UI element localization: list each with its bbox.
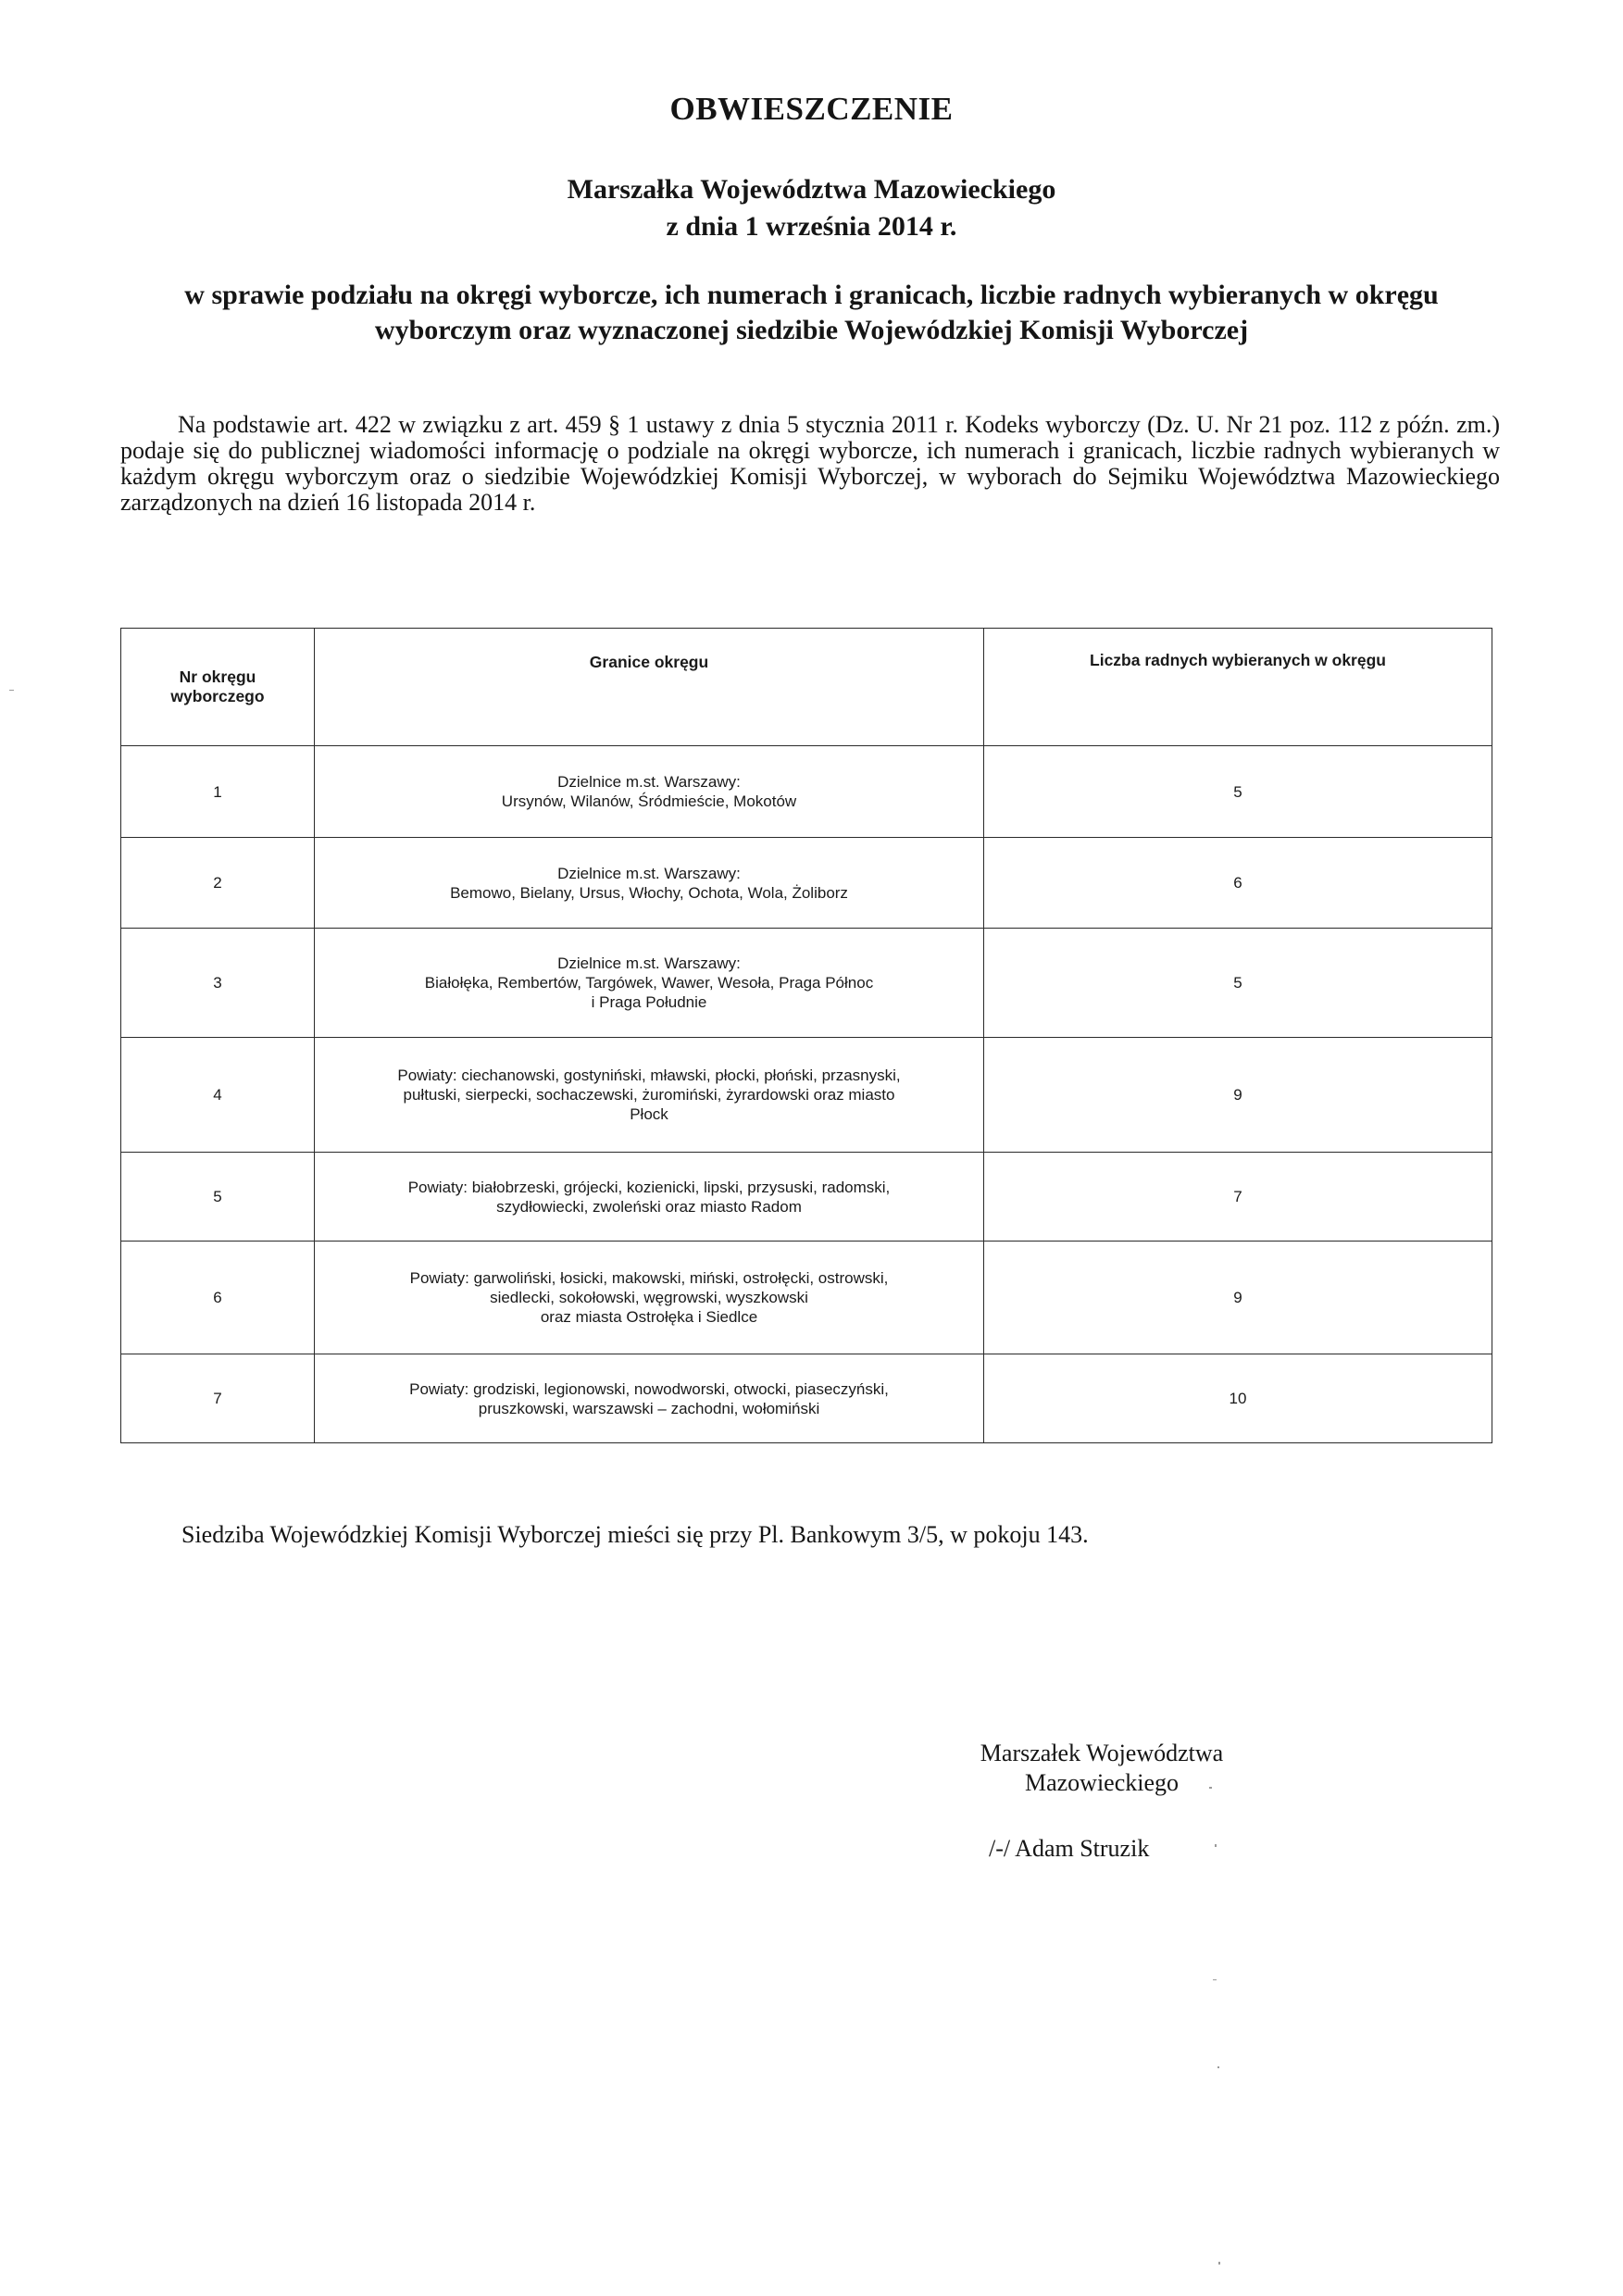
boundaries-text: Dzielnice m.st. Warszawy: Ursynów, Wilanów, Śródmieście, Mokotów: [501, 773, 797, 810]
header-councillors: Liczba radnych wybieranych w okręgu: [984, 629, 1492, 746]
scan-speck: [1213, 1979, 1217, 1980]
signatory-role-region: Mazowieckiego: [1024, 1769, 1180, 1796]
district-boundaries: [315, 929, 984, 1038]
scan-speck: [1218, 2262, 1220, 2265]
commission-seat: Siedziba Wojewódzkiej Komisji Wyborczej mieści się przy Pl. Bankowym 3/5, w pokoju 143.: [181, 1521, 1089, 1548]
header-boundaries: Granice okręgu: [315, 629, 984, 746]
boundaries-text: Dzielnice m.st. Warszawy: Białołęka, Rembertów, Targówek, Wawer, Wesoła, Praga Północ i Praga Południe: [424, 955, 874, 1011]
councillors-count: 7: [984, 1153, 1492, 1242]
table-header-row: [121, 629, 1492, 746]
districts-table: [120, 628, 1492, 1443]
district-number: 4: [121, 1038, 315, 1153]
scan-speck: [1215, 1844, 1217, 1847]
district-boundaries: [315, 1354, 984, 1443]
boundaries-text: Powiaty: garwoliński, łosicki, makowski, miński, ostrołęcki, ostrowski, siedlecki, sokołowski, węgrowski, wyszkowski oraz miasta Ostrołęka i Siedlce: [409, 1269, 889, 1326]
district-number: 5: [121, 1153, 315, 1242]
district-number: 2: [121, 838, 315, 929]
district-number: 6: [121, 1242, 315, 1354]
boundaries-text: Powiaty: grodziski, legionowski, nowodworski, otwocki, piaseczyński, pruszkowski, warszawski – zachodni, wołomiński: [409, 1379, 889, 1417]
district-boundaries: [315, 1153, 984, 1242]
district-boundaries: [315, 1038, 984, 1153]
table-row: [121, 1242, 1492, 1354]
district-boundaries: [315, 746, 984, 838]
councillors-count: 9: [984, 1242, 1492, 1354]
councillors-count: 5: [984, 746, 1492, 838]
header-number: Nr okręgu wyborczego: [121, 629, 315, 746]
signatory-role: Marszałek Województwa: [980, 1740, 1224, 1766]
date-line: z dnia 1 września 2014 r.: [666, 211, 957, 242]
table-row: [121, 838, 1492, 929]
table-row: [121, 929, 1492, 1038]
boundaries-text: Powiaty: ciechanowski, gostyniński, mławski, płocki, płoński, przasnyski, pułtuski, sierpecki, sochaczewski, żuromiński, żyrardowski oraz miasto Płock: [397, 1067, 901, 1123]
table-row: [121, 1354, 1492, 1443]
district-boundaries: [315, 1242, 984, 1354]
signature-block: [949, 1739, 1255, 1798]
district-number: 1: [121, 746, 315, 838]
issuer: Marszałka Województwa Mazowieckiego: [567, 174, 1056, 205]
intro-text: Na podstawie art. 422 w związku z art. 459 § 1 ustawy z dnia 5 stycznia 2011 r. Kodeks wyborczy (Dz. U. Nr 21 poz. 112 z późn. zm.) podaje się do publicznej wiadomości informację o podziale na okręgi wyborcze, ich numerach i granicach, liczbie radnych wybieranych w każdym okręgu wyborczym oraz o siedzibie Wojewódzkiej Komisji Wyborczej, w wyborach do Sejmiku Województwa Mazowieckiego zarządzonych na dzień 16 listopada 2014 r.: [120, 411, 1500, 516]
scan-speck: [9, 690, 14, 691]
scan-speck: [1217, 2066, 1219, 2068]
subject: w sprawie podziału na okręgi wyborcze, ich numerach i granicach, liczbie radnych wybieranych w okręgu wyborczym oraz wyznaczonej siedzibie Wojewódzkiej Komisji Wyborczej: [184, 280, 1439, 345]
boundaries-text: Powiaty: białobrzeski, grójecki, kozienicki, lipski, przysuski, radomski, szydłowiecki, zwoleński oraz miasto Radom: [407, 1178, 891, 1216]
district-number: 7: [121, 1354, 315, 1443]
councillors-count: 5: [984, 929, 1492, 1038]
scan-speck: [1209, 1787, 1212, 1789]
councillors-count: 6: [984, 838, 1492, 929]
district-number: 3: [121, 929, 315, 1038]
table-row: [121, 1038, 1492, 1153]
boundaries-text: Dzielnice m.st. Warszawy: Bemowo, Bielany, Ursus, Włochy, Ochota, Wola, Żoliborz: [450, 864, 848, 902]
table-row: [121, 746, 1492, 838]
district-boundaries: [315, 838, 984, 929]
table-row: [121, 1153, 1492, 1242]
councillors-count: 9: [984, 1038, 1492, 1153]
signatory-name: /-/ Adam Struzik: [989, 1835, 1150, 1862]
councillors-count: 10: [984, 1354, 1492, 1443]
document-title: OBWIESZCZENIE: [669, 91, 954, 127]
intro-paragraph: [120, 412, 1500, 516]
